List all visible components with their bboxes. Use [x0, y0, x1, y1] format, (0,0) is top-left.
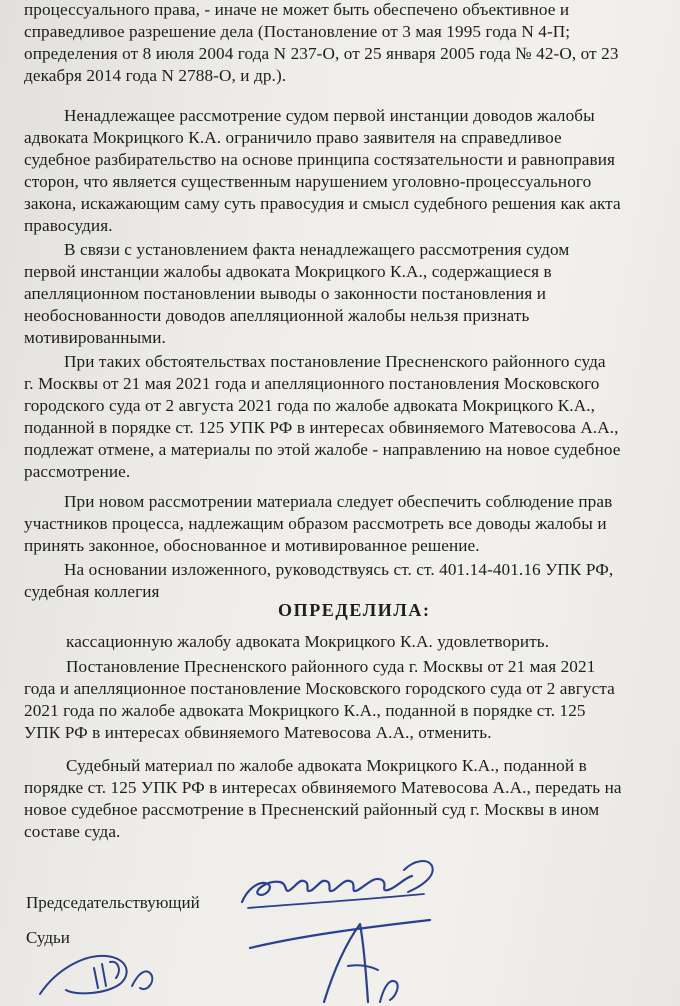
- text-line: декабря 2014 года N 2788-О, и др.).: [24, 66, 287, 85]
- text-line: сторон, что является существенным нарушением уголовно-процессуального: [24, 172, 592, 191]
- presiding-judge-label: Председательствующий: [26, 893, 200, 912]
- text-line: определения от 8 июля 2004 года N 237-О, от 25 января 2005 года № 42-О, от 23: [24, 44, 619, 63]
- text-line: подлежат отмене, а материалы по этой жалобе - направлению на новое судебное: [24, 440, 621, 459]
- text-line: правосудия.: [24, 216, 113, 235]
- text-line: адвоката Мокрицкого К.А. ограничило право заявителя на справедливое: [24, 128, 562, 147]
- text-line: 2021 года по жалобе адвоката Мокрицкого К.А., поданной в порядке ст. 125: [24, 701, 586, 720]
- text-line: Судебный материал по жалобе адвоката Мокрицкого К.А., поданной в: [66, 756, 587, 775]
- text-line: поданной в порядке ст. 125 УПК РФ в интересах обвиняемого Матевосова А.А.,: [24, 418, 619, 437]
- text-line: г. Москвы от 21 мая 2021 года и апелляционного постановления Московского: [24, 374, 600, 393]
- text-line: кассационную жалобу адвоката Мокрицкого К.А. удовлетворить.: [66, 632, 550, 651]
- text-line: закона, искажающим саму суть правосудия и смысл судебного решения как акта: [24, 194, 621, 213]
- text-line: судебное разбирательство на основе принципа состязательности и равноправия: [24, 150, 616, 169]
- text-line: При таких обстоятельствах постановление Пресненского районного суда: [64, 352, 606, 371]
- section-heading: ОПРЕДЕЛИЛА:: [278, 600, 431, 620]
- text-line: порядке ст. 125 УПК РФ в интересах обвиняемого Матевосова А.А., передать на: [24, 778, 622, 797]
- text-line: апелляционном постановлении выводы о законности постановления и: [24, 284, 547, 303]
- text-line: года и апелляционное постановление Московского городского суда от 2 августа: [24, 679, 615, 698]
- text-line: составе суда.: [24, 822, 121, 841]
- text-line: участников процесса, надлежащим образом рассмотреть все доводы жалобы и: [24, 514, 607, 533]
- text-line: мотивированными.: [24, 328, 166, 347]
- judge-signature-left: [36, 940, 186, 1006]
- judges-label: Судьи: [26, 928, 70, 947]
- text-line: принять законное, обоснованное и мотивированное решение.: [24, 536, 480, 555]
- text-line: справедливое разрешение дела (Постановление от 3 мая 1995 года N 4-П;: [24, 22, 571, 41]
- text-line: Постановление Пресненского районного суда г. Москвы от 21 мая 2021: [66, 657, 596, 676]
- text-line: необоснованности доводов апелляционной жалобы нельзя признать: [24, 306, 530, 325]
- text-line: На основании изложенного, руководствуясь ст. ст. 401.14-401.16 УПК РФ,: [64, 560, 614, 579]
- judge-signature-right: [240, 906, 460, 1006]
- text-line: При новом рассмотрении материала следует обеспечить соблюдение прав: [64, 492, 613, 511]
- text-line: процессуального права, - иначе не может быть обеспечено объективное и: [24, 0, 570, 19]
- text-line: судебная коллегия: [24, 582, 160, 601]
- text-line: УПК РФ в интересах обвиняемого Матевосова А.А., отменить.: [24, 723, 492, 742]
- text-line: В связи с установлением факта ненадлежащего рассмотрения судом: [64, 240, 570, 259]
- text-line: рассмотрение.: [24, 462, 131, 481]
- text-line: новое судебное рассмотрение в Пресненский районный суд г. Москвы в ином: [24, 800, 600, 819]
- text-line: Ненадлежащее рассмотрение судом первой инстанции доводов жалобы: [64, 106, 595, 125]
- text-line: первой инстанции жалобы адвоката Мокрицкого К.А., содержащиеся в: [24, 262, 552, 281]
- text-line: городского суда от 2 августа 2021 года по жалобе адвоката Мокрицкого К.А.,: [24, 396, 596, 415]
